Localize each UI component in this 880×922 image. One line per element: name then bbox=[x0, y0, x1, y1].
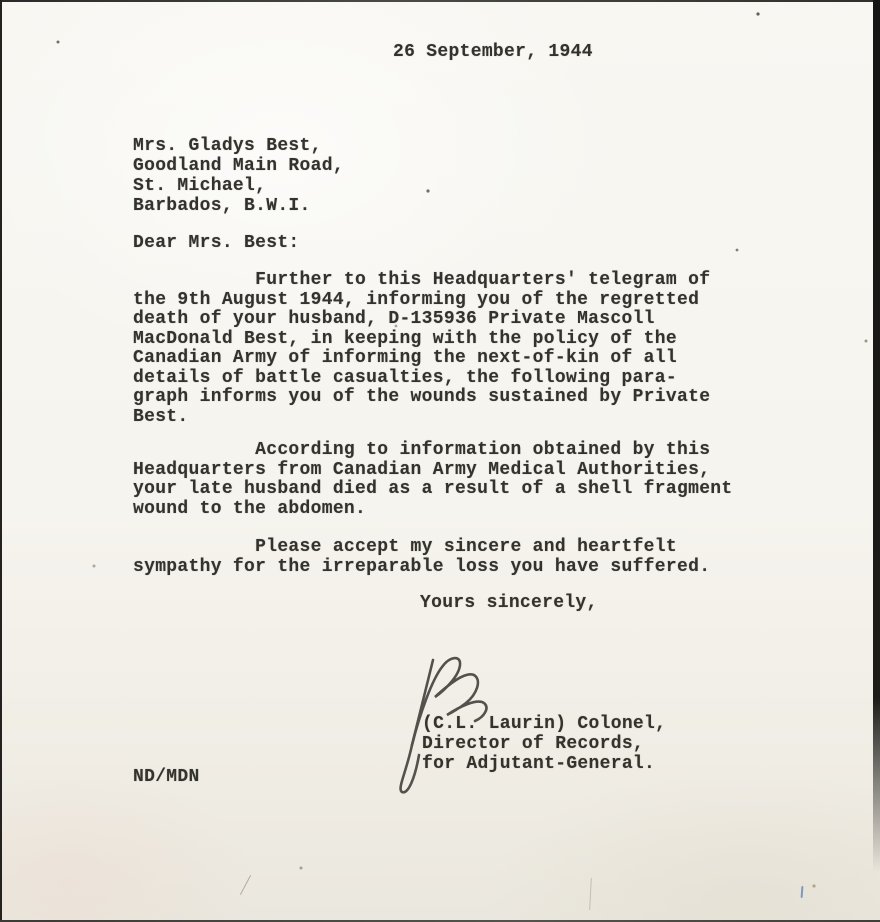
letter-line: (C.L. Laurin) Colonel, bbox=[422, 714, 667, 734]
letter-line: According to information obtained by this bbox=[133, 440, 711, 460]
scan-edge-left bbox=[0, 0, 2, 922]
letter-line: wound to the abdomen. bbox=[133, 498, 367, 519]
signature-block bbox=[422, 714, 666, 774]
letter-line: Headquarters from Canadian Army Medical Authorities, bbox=[133, 459, 711, 480]
letter-line: Barbados, B.W.I. bbox=[133, 196, 311, 216]
letter-line: your late husband died as a result of a shell fragment bbox=[133, 479, 733, 499]
recipient-address bbox=[133, 136, 344, 216]
paper-scratch bbox=[589, 878, 592, 910]
scan-edge-right bbox=[873, 0, 880, 872]
letter-line: MacDonald Best, in keeping with the policy of the bbox=[133, 328, 677, 349]
letter-line: Best. bbox=[133, 406, 189, 427]
body-paragraph-1 bbox=[133, 271, 710, 427]
letter-line: sympathy for the irreparable loss you have suffered. bbox=[133, 556, 711, 577]
letter-line: the 9th August 1944, informing you of the regretted bbox=[133, 289, 700, 310]
paper-scratch bbox=[240, 875, 251, 895]
letter-line: Goodland Main Road, bbox=[133, 156, 344, 176]
typist-initials: ND/MDN bbox=[133, 767, 200, 787]
letter-line: for Adjutant-General. bbox=[422, 754, 656, 774]
paper-speckles bbox=[0, 0, 2, 2]
letter-line: Director of Records, bbox=[422, 734, 645, 754]
closing-phrase: Yours sincerely, bbox=[420, 593, 598, 613]
body-paragraph-2 bbox=[133, 441, 733, 519]
letter-date: 26 September, 1944 bbox=[393, 42, 593, 62]
letter-line: Canadian Army of informing the next-of-kin of all bbox=[133, 348, 677, 368]
salutation: Dear Mrs. Best: bbox=[133, 233, 300, 253]
body-paragraph-3 bbox=[133, 538, 710, 577]
letter-line: Please accept my sincere and heartfelt bbox=[133, 537, 677, 557]
letter-line: graph informs you of the wounds sustained by Private bbox=[133, 387, 711, 407]
letter-line: Further to this Headquarters' telegram of bbox=[133, 270, 711, 290]
letter-line: death of your husband, D-135936 Private Mascoll bbox=[133, 309, 655, 329]
scan-edge-top bbox=[0, 0, 880, 2]
letter-line: St. Michael, bbox=[133, 176, 267, 196]
blue-ink-mark bbox=[801, 886, 804, 898]
letter-line: Mrs. Gladys Best, bbox=[133, 136, 322, 156]
letter-line: details of battle casualties, the following para- bbox=[133, 367, 677, 388]
